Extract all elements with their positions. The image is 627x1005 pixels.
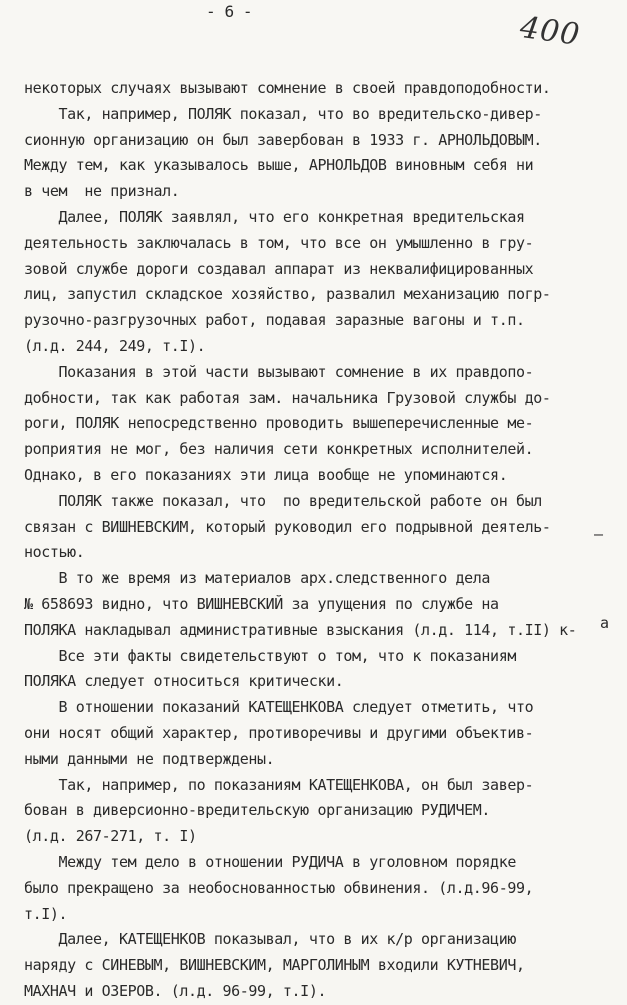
handwritten-folio-number: 400 [517, 9, 583, 54]
text-line: ПОЛЯКА следует относиться критически. [24, 672, 344, 691]
text-line: МАХНАЧ и ОЗЕРОВ. (л.д. 96-99, т.I). [24, 981, 327, 1000]
margin-mark-letter: а [600, 614, 610, 632]
text-line: Так, например, ПОЛЯК показал, что во вредительско-дивер- [24, 104, 542, 123]
text-line: Далее, ПОЛЯК заявлял, что его конкретная вредительская [24, 207, 525, 226]
text-line: рузочно-разгрузочных работ, подавая заразные вагоны и т.п. [24, 311, 525, 330]
text-line: Однако, в его показаниях эти лица вообще не упоминаются. [24, 465, 508, 484]
text-line: В то же время из материалов арх.следственного дела [24, 569, 491, 588]
text-line: Далее, КАТЕЩЕНКОВ показывал, что в их к/р организацию [24, 930, 516, 949]
text-line: было прекращено за необоснованностью обвинения. (л.д.96-99, [24, 878, 534, 897]
text-line: (л.д. 244, 249, т.I). [24, 336, 206, 355]
text-line: ПОЛЯКА накладывал административные взыскания (л.д. 114, т.II) к- [24, 620, 577, 639]
text-line: наряду с СИНЕВЫМ, ВИШНЕВСКИМ, МАРГОЛИНЫМ входили КУТНЕВИЧ, [24, 956, 525, 975]
text-line: в чем не признал. [24, 182, 180, 201]
text-line: ными данными не подтверждены. [24, 749, 275, 768]
margin-mark-dash: – [594, 525, 604, 543]
text-line: зовой службе дороги создавал аппарат из неквалифицированных [24, 259, 534, 278]
text-line: роги, ПОЛЯК непосредственно проводить вышеперечисленные ме- [24, 414, 534, 433]
text-line: ностью. [24, 543, 85, 562]
text-line: бован в диверсионно-вредительскую организацию РУДИЧЕМ. [24, 801, 491, 820]
text-line: Все эти факты свидетельствуют о том, что к показаниям [24, 646, 516, 665]
text-line: В отношении показаний КАТЕЩЕНКОВА следует отметить, что [24, 698, 534, 717]
page-number: - 6 - [206, 2, 253, 21]
text-line: роприятия не мог, без наличия сети конкретных исполнителей. [24, 440, 534, 459]
text-line: № 658693 видно, что ВИШНЕВСКИЙ за упущения по службе на [24, 594, 499, 613]
text-line: Между тем, как указывалось выше, АРНОЛЬДОВ виновным себя ни [24, 156, 534, 175]
text-line: некоторых случаях вызывают сомнение в своей правдоподобности. [24, 79, 551, 97]
text-line: Так, например, по показаниям КАТЕЩЕНКОВА, он был завер- [24, 775, 534, 794]
text-line: связан с ВИШНЕВСКИМ, который руководил его подрывной деятель- [24, 517, 551, 536]
text-line: деятельность заключалась в том, что все он умышленно в гру- [24, 233, 534, 252]
text-line: Между тем дело в отношении РУДИЧА в уголовном порядке [24, 852, 516, 871]
text-line: ПОЛЯК также показал, что по вредительской работе он был [24, 491, 542, 510]
text-line: добности, так как работая зам. начальника Грузовой службы до- [24, 388, 551, 407]
text-line: сионную организацию он был завербован в 1933 г. АРНОЛЬДОВЫМ. [24, 130, 542, 149]
text-line: лиц, запустил складское хозяйство, развалил механизацию погр- [24, 285, 551, 304]
text-line: (л.д. 267-271, т. I) [24, 827, 197, 846]
text-line: т.I). [24, 904, 68, 923]
typed-body-text [24, 76, 614, 1005]
text-line: Показания в этой части вызывают сомнение в их правдопо- [24, 362, 534, 381]
text-line: они носят общий характер, противоречивы и другими объектив- [24, 723, 534, 742]
